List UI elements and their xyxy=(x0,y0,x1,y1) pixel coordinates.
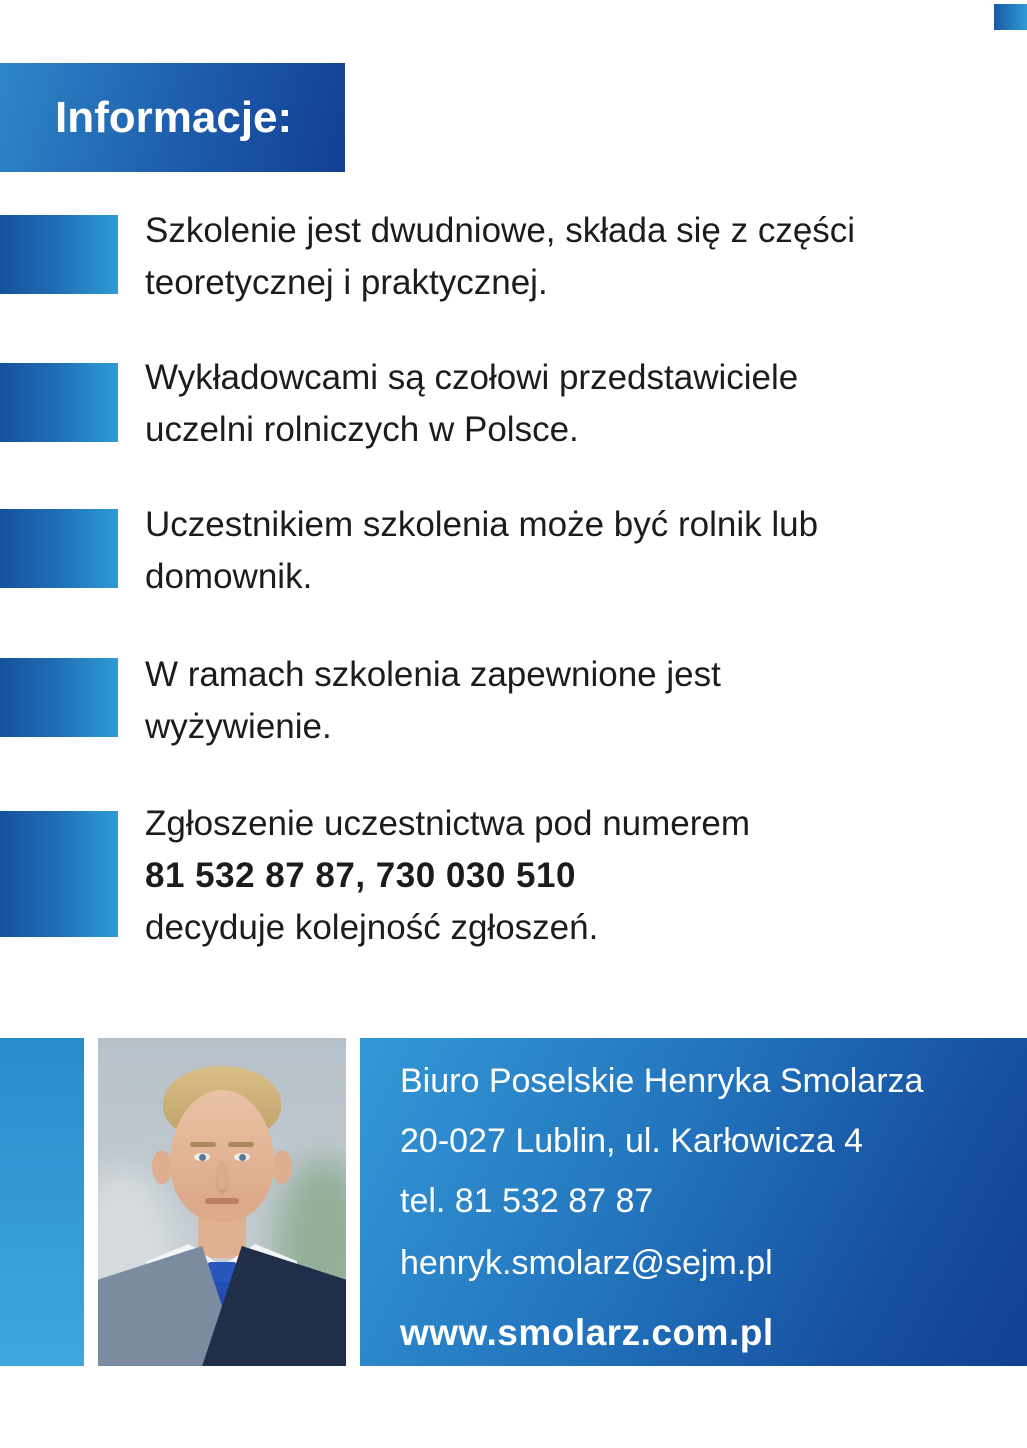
contact-email: henryk.smolarz@sejm.pl xyxy=(400,1244,773,1282)
header-banner xyxy=(0,63,345,172)
footer-decoration-strip xyxy=(0,1038,84,1366)
portrait-jacket xyxy=(98,1246,346,1366)
bullet-square xyxy=(0,811,118,937)
info-item-text xyxy=(145,352,985,456)
info-line: domownik. xyxy=(145,557,313,596)
contact-address: 20-027 Lublin, ul. Karłowicza 4 xyxy=(400,1122,864,1160)
page-title: Informacje: xyxy=(55,92,293,142)
info-phone-numbers: 81 532 87 87, 730 030 510 xyxy=(145,856,576,895)
portrait-mouth xyxy=(205,1198,239,1204)
portrait-ear xyxy=(272,1150,292,1184)
info-item-text xyxy=(145,649,985,753)
info-line: teoretycznej i praktycznej. xyxy=(145,263,548,302)
info-item-text xyxy=(145,499,985,603)
info-line: Uczestnikiem szkolenia może być rolnik lub xyxy=(145,505,819,544)
info-line: wyżywienie. xyxy=(145,707,332,746)
portrait-eye xyxy=(194,1153,210,1161)
bullet-square xyxy=(0,509,118,588)
bullet-square xyxy=(0,215,118,294)
info-item-text xyxy=(145,798,985,954)
info-line: W ramach szkolenia zapewnione jest xyxy=(145,655,721,694)
corner-decoration-square xyxy=(994,4,1027,30)
info-line: Zgłoszenie uczestnictwa pod numerem xyxy=(145,804,751,843)
info-line: Wykładowcami są czołowi przedstawiciele xyxy=(145,358,799,397)
portrait-eyebrow xyxy=(190,1142,216,1147)
info-line: Szkolenie jest dwudniowe, składa się z części xyxy=(145,211,856,250)
bullet-square xyxy=(0,363,118,442)
portrait-nose xyxy=(217,1162,227,1190)
contact-phone: tel. 81 532 87 87 xyxy=(400,1182,654,1220)
contact-office-name: Biuro Poselskie Henryka Smolarza xyxy=(400,1062,924,1100)
bullet-square xyxy=(0,658,118,737)
contact-website: www.smolarz.com.pl xyxy=(400,1312,774,1353)
portrait-ear xyxy=(152,1150,172,1184)
info-line: decyduje kolejność zgłoszeń. xyxy=(145,908,599,947)
portrait-eyebrow xyxy=(228,1142,254,1147)
portrait-eye xyxy=(234,1153,250,1161)
info-line: uczelni rolniczych w Polsce. xyxy=(145,410,579,449)
info-item-text xyxy=(145,205,985,309)
portrait-photo xyxy=(98,1038,346,1366)
contact-box xyxy=(360,1038,1027,1366)
